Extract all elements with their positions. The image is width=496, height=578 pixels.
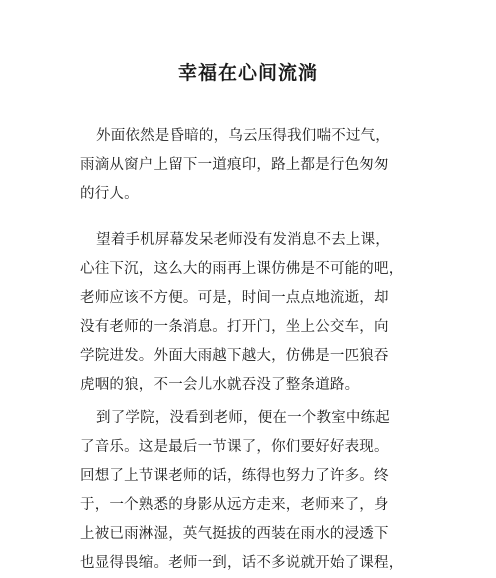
paragraph-line: 了音乐。这是最后一节课了，你们要好好表现。 — [80, 439, 389, 455]
paragraph-line: 学院进发。外面大雨越下越大，仿佛是一匹狼吞 — [80, 348, 389, 364]
paragraph-3 — [80, 404, 430, 578]
paragraph-line: 到了学院，没看到老师，便在一个教室中练起 — [96, 410, 390, 426]
paragraph-line: 外面依然是昏暗的，乌云压得我们喘不过气， — [96, 128, 390, 144]
paragraph-line: 心往下沉，这么大的雨再上课仿佛是不可能的吧， — [80, 261, 404, 277]
paragraph-line: 的行人。 — [80, 186, 139, 202]
paragraph-line: 也显得畏缩。老师一到，话不多说就开始了课程， — [80, 555, 404, 571]
paragraph-1 — [80, 122, 430, 209]
paragraph-line: 雨滴从窗户上留下一道痕印，路上都是行色匆匆 — [80, 157, 389, 173]
document-title: 幸福在心间流淌 — [177, 62, 318, 84]
paragraph-line: 回想了上节课老师的话，练得也努力了许多。终 — [80, 468, 389, 484]
paragraph-line: 虎咽的狼，不一会儿水就吞没了整条道路。 — [80, 377, 360, 393]
paragraph-line: 老师应该不方便。可是，时间一点点地流逝，却 — [80, 290, 389, 306]
paragraph-line: 上被已雨淋湿，英气挺拔的西装在雨水的浸透下 — [80, 526, 389, 542]
paragraph-line: 望着手机屏幕发呆老师没有发消息不去上课， — [96, 232, 390, 248]
paragraph-2 — [80, 226, 430, 400]
paragraph-line: 于，一个熟悉的身影从远方走来，老师来了，身 — [80, 497, 389, 513]
paragraph-line: 没有老师的一条消息。打开门，坐上公交车，向 — [80, 319, 389, 335]
